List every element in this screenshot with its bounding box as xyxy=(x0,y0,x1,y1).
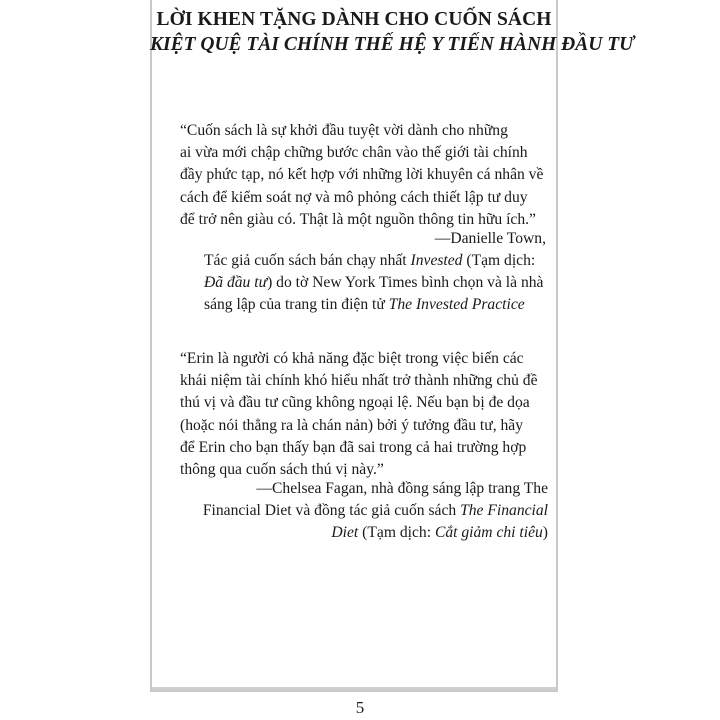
page-number: 5 xyxy=(355,698,365,717)
attribution-line: Tác giả cuốn sách bán chạy nhất Invested (Tạm dịch: xyxy=(204,252,536,269)
quote-line: khái niệm tài chính khó hiểu nhất trở thành những chủ đề xyxy=(180,372,538,390)
page-frame xyxy=(150,0,635,692)
quote-line: “Cuốn sách là sự khởi đầu tuyệt vời dành cho những xyxy=(180,122,508,139)
heading-book-title: KIỆT QUỆ TÀI CHÍNH THẾ HỆ Y TIẾN HÀNH ĐẦU TƯ xyxy=(150,34,635,55)
quote-line: để Erin cho bạn thấy bạn đã sai trong cả hai trường hợp xyxy=(180,438,527,456)
testimonial-1-author xyxy=(435,228,546,250)
quote-line: “Erin là người có khả năng đặc biệt trong việc biến các xyxy=(180,350,524,367)
quote-line: ai vừa mới chập chững bước chân vào thế giới tài chính xyxy=(180,144,528,162)
quote-line: thú vị và đầu tư cũng không ngoại lệ. Nếu bạn bị đe dọa xyxy=(180,394,530,412)
heading-line-1: LỜI KHEN TẶNG DÀNH CHO CUỐN SÁCH xyxy=(156,9,552,30)
page-heading xyxy=(150,7,635,58)
testimonial-2-attribution xyxy=(203,478,548,545)
attribution-line: sáng lập của trang tin điện tử The Invested Practice xyxy=(204,296,525,314)
attribution-line: Financial Diet và đồng tác giả cuốn sách The Financial xyxy=(202,502,548,520)
quote-line: (hoặc nói thẳng ra là chán nản) bởi ý tưởng đầu tư, hãy xyxy=(180,416,524,434)
quote-line: thông qua cuốn sách thú vị này.” xyxy=(180,461,384,479)
attribution-line: —Chelsea Fagan, nhà đồng sáng lập trang The xyxy=(256,480,548,497)
testimonial-1-quote xyxy=(180,120,552,231)
attribution-line: Đã đầu tư) do tờ New York Times bình chọn và là nhà xyxy=(204,274,544,292)
author-name: —Danielle Town, xyxy=(434,230,546,247)
quote-line: để trở nên giàu có. Thật là một nguồn thông tin hữu ích.” xyxy=(180,210,536,228)
attribution-line: Diet (Tạm dịch: Cắt giảm chi tiêu) xyxy=(331,524,548,542)
testimonial-1-attribution xyxy=(204,250,543,317)
testimonial-2-quote xyxy=(180,348,552,481)
quote-line: cách để kiểm soát nợ và mô phỏng cách thiết lập tư duy xyxy=(180,188,528,206)
quote-line: đầy phức tạp, nó kết hợp với những lời khuyên cá nhân về xyxy=(180,166,544,184)
